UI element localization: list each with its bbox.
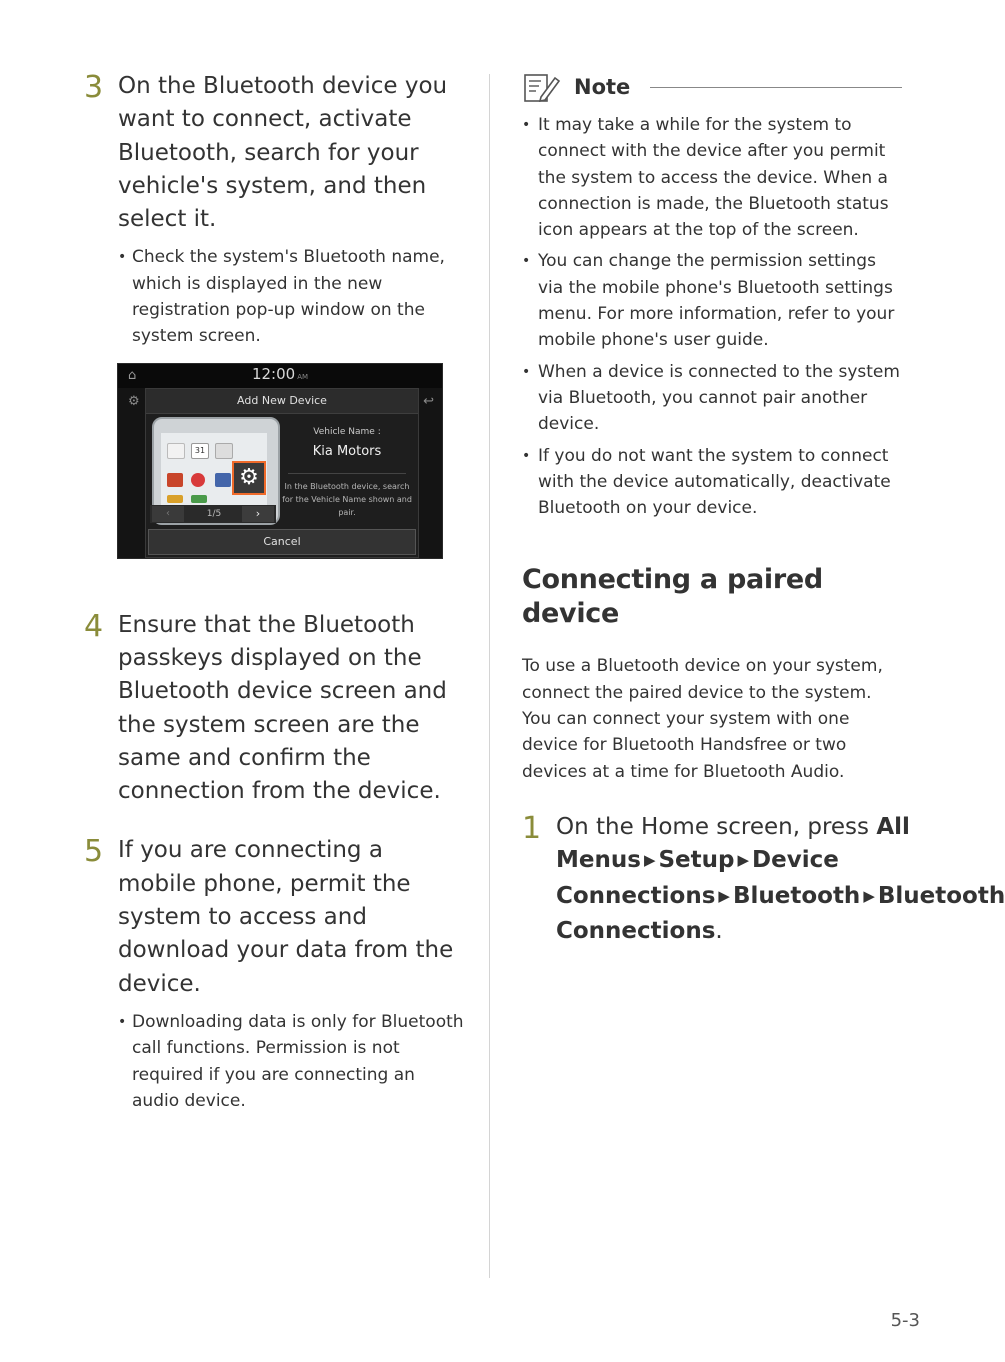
section-title: Connecting a paired device — [522, 564, 823, 630]
left-column — [84, 70, 464, 1114]
right-column — [522, 70, 1005, 948]
arrow-icon: ▶ — [643, 851, 656, 870]
pager — [150, 505, 276, 523]
app-tile — [215, 443, 233, 459]
step-3-bullets — [84, 244, 464, 349]
column-divider — [489, 74, 490, 1278]
step-number: 3 — [84, 70, 104, 105]
clock: 12:00 AM — [251, 364, 309, 383]
step-text: Ensure that the Bluetooth passkeys displayed on the Bluetooth device screen and the system screen are the same and confirm the connection from the device. — [118, 611, 447, 805]
note-rule — [650, 87, 902, 88]
menu-path-item: Setup — [658, 847, 735, 874]
app-tile — [167, 473, 183, 487]
app-tile — [215, 473, 231, 487]
step-5 — [84, 834, 464, 1000]
note-item: • When a device is connected to the system via Bluetooth, you cannot pair another device. — [522, 359, 902, 438]
system-screenshot — [117, 363, 443, 559]
status-bar — [118, 364, 442, 388]
pairing-hint: In the Bluetooth device, search for the Vehicle Name shown and pair. — [282, 481, 412, 517]
arrow-icon: ▶ — [737, 851, 750, 870]
home-icon: ⌂ — [128, 367, 137, 383]
cancel-button[interactable]: Cancel — [148, 529, 416, 555]
app-tile — [167, 443, 185, 459]
note-item: • It may take a while for the system to connect with the device after you permit the system to access the device. When a connection is made, the Bluetooth status icon appears at the top of the screen. — [522, 112, 902, 243]
step-text: If you are connecting a mobile phone, permit the system to access and download your data from the device. — [118, 837, 454, 997]
step-text: On the Home screen, press All Menus ▶ Setup ▶ Device Connections ▶ Bluetooth ▶ Bluetooth Connections. — [556, 813, 1005, 944]
note-item: • If you do not want the system to connect with the device automatically, deactivate Bluetooth on your device. — [522, 443, 902, 522]
note-icon — [522, 70, 562, 104]
next-page-button[interactable]: › — [242, 506, 274, 522]
step-3 — [84, 70, 464, 236]
bullet-item: • Check the system's Bluetooth name, which is displayed in the new registration pop-up window on the system screen. — [118, 244, 464, 349]
vehicle-name: Kia Motors — [312, 443, 382, 459]
step-number: 5 — [84, 834, 104, 870]
vehicle-info — [282, 417, 412, 519]
step-4 — [84, 609, 464, 809]
section-intro: To use a Bluetooth device on your system, connect the paired device to the system. You can connect your system with one device for Bluetooth Handsfree or two devices at a time for Bluetooth Audio. — [522, 656, 883, 782]
separator — [288, 473, 406, 474]
step-number: 4 — [84, 608, 104, 644]
note-item: • You can change the permission settings via the mobile phone's Bluetooth settings menu. For more information, refer to your mobile phone's user guide. — [522, 248, 902, 353]
note-list — [522, 112, 902, 521]
page-number: 5-3 — [890, 1310, 920, 1331]
step-5-bullets — [84, 1009, 464, 1114]
bullet-item: • Downloading data is only for Bluetooth call functions. Permission is not required if you are connecting an audio device. — [118, 1009, 464, 1114]
dialog-title: Add New Device — [146, 389, 418, 414]
add-device-dialog — [145, 388, 419, 558]
prev-page-button[interactable]: ‹ — [152, 506, 184, 522]
step-1 — [522, 810, 1005, 948]
vehicle-name-label: Vehicle Name : — [313, 426, 381, 437]
info-icon — [191, 473, 205, 487]
step-text: On the Bluetooth device you want to connect, activate Bluetooth, search for your vehicle's system, and then select it. — [118, 73, 448, 233]
step-number: 1 — [522, 810, 542, 846]
back-icon: ↩ — [423, 393, 434, 409]
app-tile — [191, 495, 207, 503]
page-indicator: 1/5 — [206, 508, 222, 519]
note-header — [522, 70, 902, 104]
note-title: Note — [574, 75, 631, 99]
menu-path-item: All Menus — [556, 813, 910, 874]
settings-icon: ⚙ — [128, 393, 140, 409]
menu-path-item: Bluetooth Connections — [556, 882, 1005, 944]
app-tile — [167, 495, 183, 503]
calendar-icon: 31 — [191, 443, 209, 459]
gear-icon: ⚙ — [232, 461, 266, 495]
menu-path-item: Device Connections — [556, 847, 839, 909]
arrow-icon: ▶ — [863, 886, 875, 905]
menu-path-item: Bluetooth — [732, 882, 861, 909]
arrow-icon: ▶ — [718, 886, 730, 905]
